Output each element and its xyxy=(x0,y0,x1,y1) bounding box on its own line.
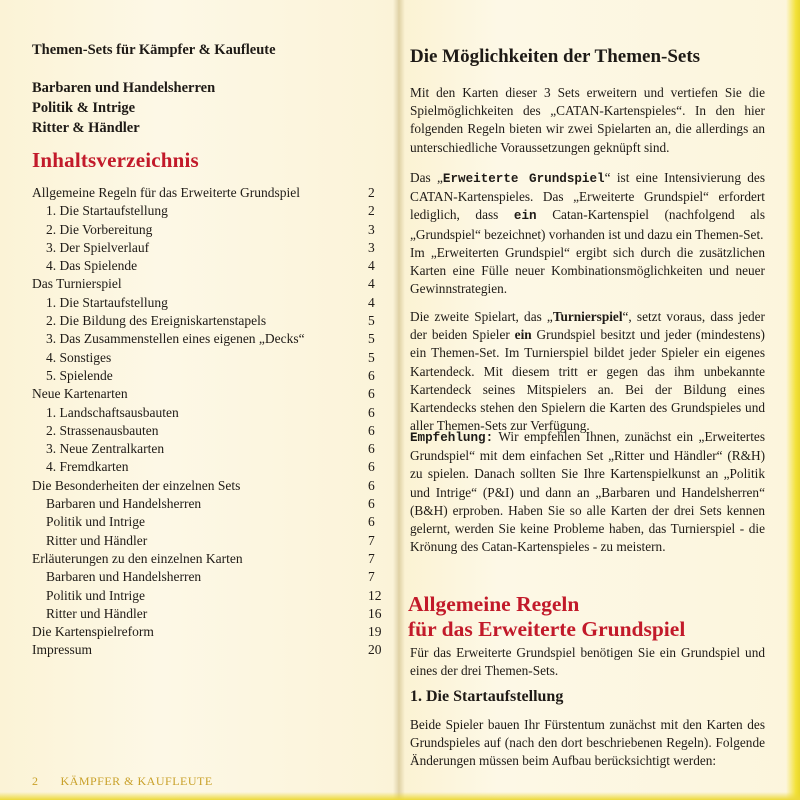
paragraph-text: Die zweite Spielart, das „Turnierspiel“, setzt voraus, dass jeder der beiden Spieler ein Grundspiel besitzt und jeder (mindestens) ein Themen-Set. Im Turnierspiel bildet jeder Spieler ein eigenes Kartendeck. Mit diesem tritt er gegen das ihm unbekannte Kartendeck seines Mitspielers an. Bei der Bildung eines Kartendecks stehen den Spielern die Karten des Grundspieles und aller Themen-Sets zur Verfügung. xyxy=(410,309,765,434)
subsection-heading: 1. Die Startaufstellung xyxy=(410,688,564,705)
toc-entry-page: 6 xyxy=(368,459,375,475)
toc-entry xyxy=(32,275,384,293)
toc-entry-page: 6 xyxy=(368,404,375,420)
toc-entry-text: Das Turnierspiel xyxy=(32,276,122,292)
toc-entry-text: Allgemeine Regeln für das Erweiterte Grundspiel xyxy=(32,185,301,200)
toc-entry xyxy=(32,458,384,476)
toc-entry xyxy=(32,312,384,330)
toc-entry-text: 3. Neue Zentralkarten xyxy=(46,441,165,457)
toc-entry-text: 1. Die Startaufstellung xyxy=(46,294,168,310)
toc-entry-text: 4. Das Spielende xyxy=(46,258,138,274)
footer-title: KÄMPFER & KAUFLEUTE xyxy=(60,774,213,788)
toc-entry-text: Barbaren und Handelsherren xyxy=(46,496,202,512)
set-name: Politik & Intrige xyxy=(32,100,136,116)
section-intro-paragraph xyxy=(410,644,765,680)
toc-entry-page: 6 xyxy=(368,422,375,438)
toc-entry xyxy=(32,568,384,586)
toc-entry-page: 3 xyxy=(368,221,375,237)
toc-entry-text: Politik und Intrige xyxy=(46,514,145,530)
toc-entry xyxy=(32,202,384,220)
intro-paragraph xyxy=(410,84,765,157)
toc-entry xyxy=(32,404,384,422)
yellow-bottom-edge xyxy=(0,792,800,800)
paragraph-text: Im „Erweiterten Grundspiel“ ergibt sich durch die zusätzlichen Karten eine Fülle neuer Kombinationsmöglichkeiten und neuer Gewinnstrategien. xyxy=(410,244,765,297)
toc-entry xyxy=(32,623,384,641)
toc-entry-page: 2 xyxy=(368,185,375,200)
toc-entry xyxy=(32,239,384,257)
toc-entry-page: 7 xyxy=(368,569,375,585)
toc-entry-text: 2. Die Vorbereitung xyxy=(46,221,153,237)
toc-entry-text: Die Besonderheiten der einzelnen Sets xyxy=(32,477,241,493)
toc-entry-page: 19 xyxy=(368,624,382,640)
toc-entry-page: 3 xyxy=(368,239,375,255)
toc-entry-page: 16 xyxy=(368,605,382,621)
set-name: Ritter & Händler xyxy=(32,120,140,136)
toc-entry-page: 6 xyxy=(368,386,375,402)
paragraph-text: Beide Spieler bauen Ihr Fürstentum zunächst mit den Karten des Grundspieles auf (nach den dort beschriebenen Regeln). Folgende Änderungen müssen beim Aufbau berücksichtigt werden: xyxy=(410,717,765,769)
paragraph-text: Mit den Karten dieser 3 Sets erweitern und vertiefen Sie die Spielmöglichkeiten des „CATAN-Kartenspieles“. In den hier folgenden Regeln bieten wir zwei Spielarten an, die allerdings an unterschiedliche Voraussetzungen geknüpft sind. xyxy=(410,85,765,155)
toc-entry xyxy=(32,385,384,403)
toc-entry-page: 4 xyxy=(368,294,375,310)
toc-entry-page: 6 xyxy=(368,441,375,457)
toc-entry-text: 2. Strassenausbauten xyxy=(46,422,159,438)
startaufstellung-paragraph xyxy=(410,716,765,771)
toc-entry-page: 2 xyxy=(368,203,375,219)
toc-entry-text: 3. Das Zusammenstellen eines eigenen „Decks“ xyxy=(46,331,305,347)
paragraph-text: Das „Erweiterte Grundspiel“ ist eine Intensivierung des CATAN-Kartenspieles. Das „Erweiterte Grundspiel“ erfordert lediglich, dass ein Catan-Kartenspiel (nachfolgend als „Grundspiel“ bezeichnet) vorhanden ist und dazu ein Themen-Set. xyxy=(410,170,766,242)
toc-entry-text: 2. Die Bildung des Ereigniskartenstapels xyxy=(46,313,267,329)
page-number: 2 xyxy=(32,774,39,788)
toc-entry xyxy=(32,422,384,440)
toc-entry-page: 20 xyxy=(368,642,382,658)
set-name: Barbaren und Handelsherren xyxy=(32,80,216,96)
toc-entry-text: 4. Fremdkarten xyxy=(46,459,129,475)
toc-entry-text: Impressum xyxy=(32,642,92,658)
right-page-title: Die Möglichkeiten der Themen-Sets xyxy=(410,46,701,67)
toc-entry-text: Die Kartenspielreform xyxy=(32,624,154,640)
toc-entry xyxy=(32,477,384,495)
toc-entry-page: 7 xyxy=(368,532,375,548)
sets-heading: Themen-Sets für Kämpfer & Kaufleute xyxy=(32,42,276,58)
toc-entry-text: Erläuterungen zu den einzelnen Karten xyxy=(32,550,243,566)
toc-entry xyxy=(32,221,384,239)
toc-entry xyxy=(32,294,384,312)
toc-entry-page: 6 xyxy=(368,367,375,383)
toc-entry-text: 1. Landschaftsausbauten xyxy=(46,404,179,420)
toc-entry xyxy=(32,495,384,513)
toc-entry xyxy=(32,440,384,458)
toc-entry xyxy=(32,184,384,202)
toc-entry-page: 6 xyxy=(368,496,375,512)
yellow-page-edge xyxy=(786,0,800,800)
toc-entry-text: Barbaren und Handelsherren xyxy=(46,569,202,585)
toc-entry-text: 4. Sonstiges xyxy=(46,349,112,365)
sets-list xyxy=(32,78,215,138)
toc-entry-page: 4 xyxy=(368,276,375,292)
section-heading: Allgemeine Regeln für das Erweiterte Grundspiel xyxy=(408,592,686,641)
extended-game-paragraph xyxy=(410,169,765,298)
toc-entry xyxy=(32,367,384,385)
page-footer xyxy=(32,774,213,789)
paragraph-text: Empfehlung: Wir empfehlen Ihnen, zunächst ein „Erweitertes Grundspiel“ mit dem einfachen Set „Ritter und Händler“ (R&H) zu spielen. Danach sollten Sie Ihre Kartenspielkunst an „Politik und Intrige“ (P&I) und dann an „Barbaren und Handelsherren“ (B&H) erproben. Haben Sie so alle Karten der drei Sets kennen gelernt, werden Sie keine Probleme haben, das Turnierspiel - die Krönung des Catan-Kartenspieles - zu meistern. xyxy=(410,429,765,555)
toc-entry-page: 5 xyxy=(368,349,375,365)
toc-entry-text: Politik und Intrige xyxy=(46,587,145,603)
toc-entry-text: 5. Spielende xyxy=(46,367,113,383)
toc-entry-page: 6 xyxy=(368,514,375,530)
table-of-contents xyxy=(32,184,384,660)
toc-entry xyxy=(32,605,384,623)
toc-entry xyxy=(32,349,384,367)
toc-entry-page: 5 xyxy=(368,313,375,329)
paragraph-text: Für das Erweiterte Grundspiel benötigen Sie ein Grundspiel und eines der drei Themen-Sets. xyxy=(410,645,765,679)
toc-entry-page: 12 xyxy=(368,587,382,603)
toc-entry xyxy=(32,330,384,348)
toc-entry-text: Ritter und Händler xyxy=(46,532,148,548)
toc-entry xyxy=(32,532,384,550)
toc-entry-page: 7 xyxy=(368,550,375,566)
toc-entry-page: 6 xyxy=(368,477,375,493)
toc-entry-page: 5 xyxy=(368,331,375,347)
toc-entry xyxy=(32,257,384,275)
toc-entry-page: 4 xyxy=(368,258,375,274)
toc-entry-text: Ritter und Händler xyxy=(46,605,148,621)
toc-entry-text: 3. Der Spielverlauf xyxy=(46,239,150,255)
book-spine xyxy=(393,0,405,800)
toc-entry xyxy=(32,513,384,531)
toc-entry xyxy=(32,587,384,605)
toc-title: Inhaltsverzeichnis xyxy=(32,148,199,172)
recommendation-paragraph xyxy=(410,428,765,556)
toc-entry-text: 1. Die Startaufstellung xyxy=(46,203,168,219)
toc-entry-text: Neue Kartenarten xyxy=(32,386,128,402)
toc-entry xyxy=(32,641,384,659)
tournament-paragraph xyxy=(410,308,765,435)
toc-entry xyxy=(32,550,384,568)
